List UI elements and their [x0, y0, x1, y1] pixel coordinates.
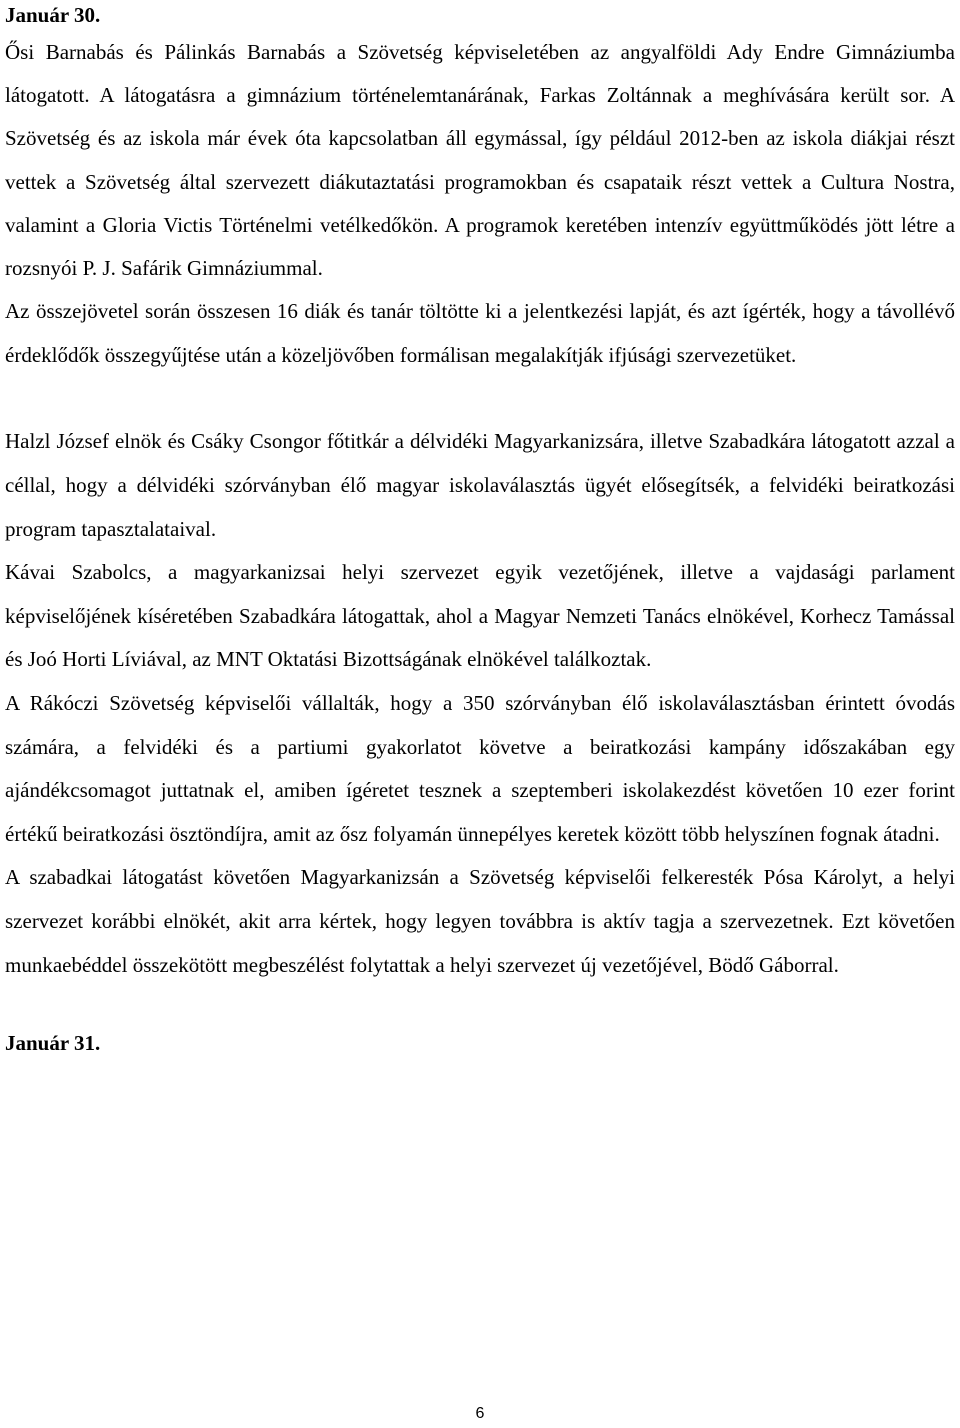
paragraph-student-registration: Az összejövetel során összesen 16 diák és tanár töltötte ki a jelentkezési lapját, és azt ígérték, hogy a távollévő érdeklődők összegyűjtése után a közeljövőben formálisan megalakítják ifjúsági szervezetüket. — [5, 299, 955, 367]
paragraph-magyarkanizsa-visit: A szabadkai látogatást követően Magyarkanizsán a Szövetség képviselői felkeresték Pósa Károlyt, a helyi szervezet korábbi elnökét, akit arra kértek, hogy legyen továbbra is aktív tagja a szervezetnek. Ezt követően munkaebéddel összekötött megbeszélést folytattak a helyi szervezet új vezetőjével, Bödő Gáborral. — [5, 865, 955, 977]
paragraph-gap — [5, 377, 955, 420]
page-number: 6 — [475, 1405, 485, 1422]
paragraph-gift-package: A Rákóczi Szövetség képviselői vállalták, hogy a 350 szórványban élő iskolaválasztásban érintett óvodás számára, a felvidéki és a partiumi gyakorlatot követve a beiratkozási kampány időszakában egy ajándékcsomagot juttatnak el, amiben ígéretet tesznek a szeptemberi iskolakezdést követően 10 ezer forint értékű beiratkozási ösztöndíjra, amit az ősz folyamán ünnepélyes keretek között több helyszínen fognak átadni. — [5, 690, 955, 846]
date-heading-jan-31: Január 31. — [5, 1031, 101, 1056]
paragraph-delvidek-visit: Halzl József elnök és Csáky Csongor főtitkár a délvidéki Magyarkanizsára, illetve Szabadkára látogatott azzal a céllal, hogy a délvidéki szórványban élő magyar iskolaválasztás ügyét elősegítsék, a felvidéki beiratkozási program tapasztalataival. — [5, 429, 955, 541]
paragraph-ady-gimnazium-visit: Ősi Barnabás és Pálinkás Barnabás a Szövetség képviseletében az angyalföldi Ady Endre Gimnáziumba látogatott. A látogatásra a gimnázium történelemtanárának, Farkas Zoltánnak a meghívására került sor. A Szövetség és az iskola már évek óta kapcsolatban áll egymással, így például 2012-ben az iskola diákjai részt vettek a Szövetség által szervezett diákutaztatási programokban és csapataik részt vettek a Cultura Nostra, valamint a Gloria Victis Történelmi vetélkedőkön. A programok keretében intenzív együttműködés jött létre a rozsnyói P. J. Safárik Gimnáziummal. — [5, 40, 955, 281]
date-heading-jan-30: Január 30. — [5, 3, 101, 27]
document-page — [5, 0, 955, 1057]
paragraph-szabadka-meeting: Kávai Szabolcs, a magyarkanizsai helyi szervezet egyik vezetőjének, illetve a vajdasági parlament képviselőjének kíséretében Szabadkára látogattak, ahol a Magyar Nemzeti Tanács elnökével, Korhecz Tamással és Joó Horti Líviával, az MNT Oktatási Bizottságának elnökével találkoztak. — [5, 560, 955, 672]
